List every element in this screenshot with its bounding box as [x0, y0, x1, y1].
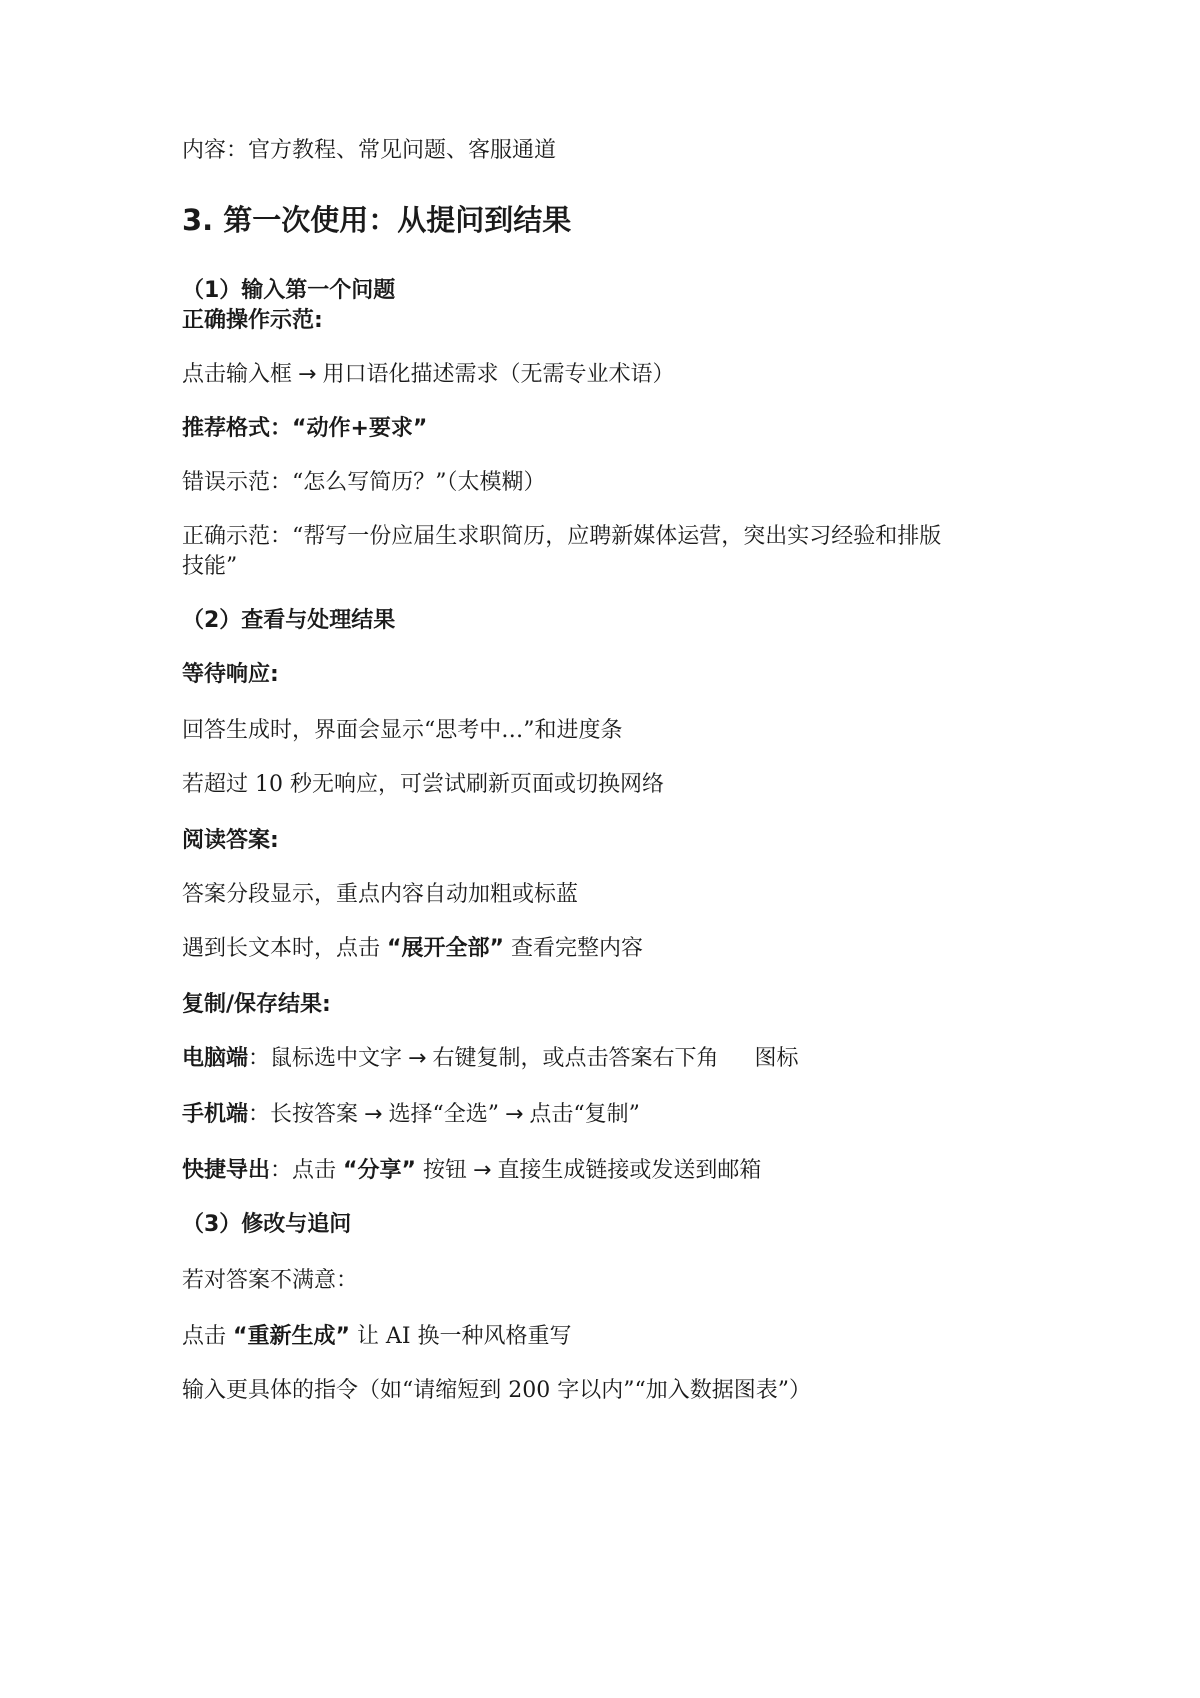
export-b: 按钮	[422, 1158, 467, 1183]
arrow-icon: →	[504, 1102, 524, 1127]
subsection-3-title: （3）修改与追问	[182, 1212, 352, 1237]
waiting-line-2: 若超过 10 秒无响应，可尝试刷新页面或切换网络	[182, 772, 664, 797]
right-example-line2: 技能”	[182, 554, 238, 579]
correct-operation-label: 正确操作示范:	[182, 308, 323, 333]
subsection-2-title: （2）查看与处理结果	[182, 608, 396, 633]
regenerate-text: “重新生成”	[233, 1324, 350, 1349]
export-line	[182, 1156, 761, 1186]
specific-instruction-line: 输入更具体的指令（如“请缩短到 200 字以内”“加入数据图表”）	[182, 1378, 811, 1403]
unsatisfied-line: 若对答案不满意：	[182, 1268, 359, 1293]
pc-b: 右键复制，或点击答案右下角	[432, 1046, 719, 1071]
arrow-icon: →	[298, 362, 317, 387]
waiting-line-1: 回答生成时，界面会显示“思考中…”和进度条	[182, 718, 623, 743]
content-line: 内容：官方教程、常见问题、客服通道	[182, 138, 557, 163]
regen-pre: 点击	[182, 1324, 227, 1349]
section-title: 3. 第一次使用：从提问到结果	[182, 203, 572, 237]
pc-a: ：鼠标选中文字	[248, 1046, 403, 1071]
format-label: 推荐格式：“动作+要求”	[182, 416, 428, 441]
pc-label: 电脑端	[182, 1046, 249, 1071]
arrow-icon: →	[364, 1102, 383, 1127]
share-text: “分享”	[343, 1158, 416, 1183]
export-c: 直接生成链接或发送到邮箱	[497, 1158, 762, 1183]
reading-label: 阅读答案:	[182, 828, 279, 853]
right-example-line1: 正确示范：“帮写一份应届生求职简历，应聘新媒体运营，突出实习经验和排版	[182, 524, 942, 549]
reading-2-pre: 遇到长文本时，点击	[182, 936, 381, 961]
export-a: ：点击	[270, 1158, 337, 1183]
export-label: 快捷导出	[182, 1158, 271, 1183]
reading-2-post: 查看完整内容	[510, 936, 643, 961]
waiting-label: 等待响应:	[182, 662, 279, 687]
arrow-icon: →	[472, 1158, 492, 1183]
pc-line	[182, 1044, 799, 1074]
mobile-c: 点击“复制”	[529, 1102, 640, 1127]
expand-all-text: “展开全部”	[387, 936, 504, 961]
wrong-example: 错误示范：“怎么写简历？”（太模糊）	[182, 470, 546, 495]
regen-post: 让 AI 换一种风格重写	[356, 1324, 572, 1349]
subsection-1-title: （1）输入第一个问题	[182, 278, 396, 303]
reading-line-1: 答案分段显示，重点内容自动加粗或标蓝	[182, 882, 579, 907]
pc-c: 图标	[754, 1046, 799, 1071]
mobile-a: ：长按答案	[248, 1102, 359, 1127]
regenerate-line	[182, 1322, 572, 1352]
copy-save-label: 复制/保存结果:	[182, 992, 331, 1017]
mobile-line	[182, 1100, 640, 1130]
mobile-label: 手机端	[182, 1102, 249, 1127]
mobile-b: 选择“全选”	[388, 1102, 499, 1127]
step-line	[182, 360, 674, 390]
reading-line-2	[182, 934, 643, 964]
step-a: 点击输入框	[182, 362, 293, 387]
step-b: 用口语化描述需求（无需专业术语）	[322, 362, 675, 387]
arrow-icon: →	[408, 1046, 427, 1071]
